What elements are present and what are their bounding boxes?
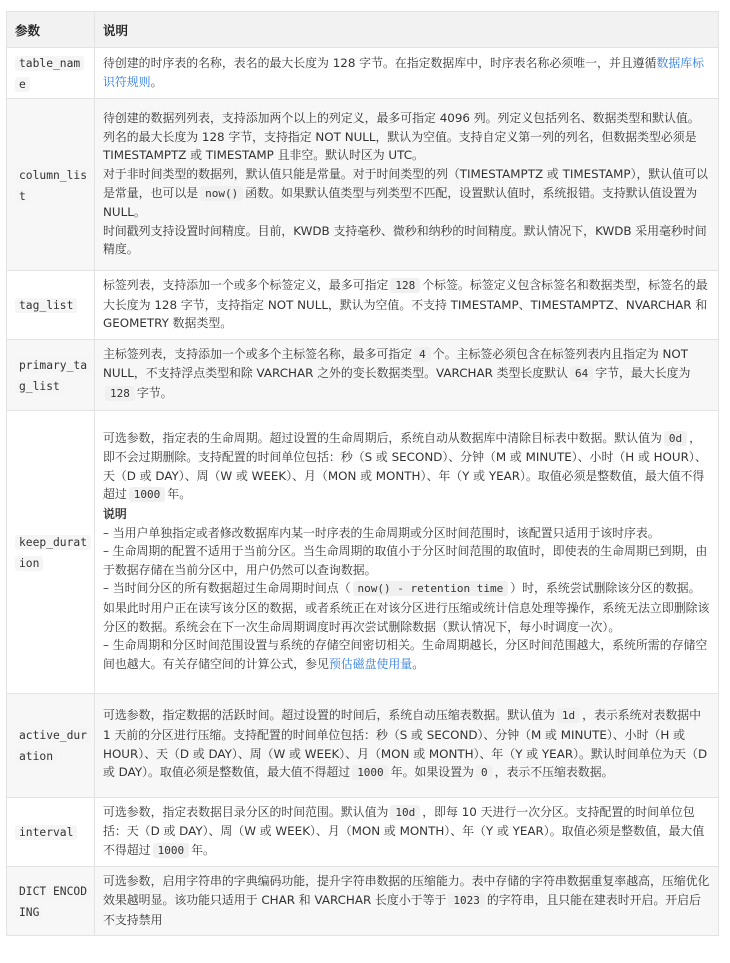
description-text: 字节。 [136,385,173,400]
param-name: column_list [15,168,91,204]
description-text: 。 [150,74,163,89]
param-name-cell [7,99,95,271]
description-text: 主标签列表，支持添加一个或多个主标签名称，最多可指定 [103,346,413,361]
description-paragraph [103,165,710,222]
inline-code: 0d [664,431,687,446]
description-text: ，表示系统对表数据中 1 天前的分区进行压缩。支持配置的时间单位包括：秒（S 或 SECOND）、分钟（M 或 MINUTE）、小时（H 或 HOUR）、天（D 或 DAY）、周（W 或 WEEK）、月（MON 或 MONTH）、年（Y 或 YEAR）。默认时间单位为天（D 或 DAY）。取值必须是整数值，最大值不得超过 [103,708,708,780]
param-name-cell [7,410,95,693]
description-text: ，表示不压缩表数据。 [494,765,614,780]
note-title: 说明 [103,507,127,522]
header-description: 说明 [95,12,719,48]
description-text: 标签列表，支持添加一个或多个标签定义，最多可指定 [103,278,389,292]
description-text: 年。如果设置为 [390,765,474,780]
param-name: primary_tag_list [15,358,91,394]
inline-code: 4 [414,347,431,362]
description-text: 字节，最大长度为 [595,366,691,381]
param-name-cell [7,797,95,867]
param-name-cell [7,339,95,410]
inline-code: 1023 [448,893,485,908]
table-header-row [7,12,719,48]
table-row [7,339,719,410]
param-name-cell [7,48,95,99]
table-row [7,48,719,99]
param-description [95,271,719,340]
description-paragraph [103,429,710,505]
description-text: 可选参数，指定数据的活跃时间。超过设置的时间后，系统自动压缩表数据。默认值为 [103,708,555,723]
param-name-cell [7,867,95,936]
description-text: 可选参数，指定表数据目录分区的时间范围。默认值为 [103,804,389,819]
inline-code: 1000 [129,487,166,502]
param-name: interval [15,825,77,840]
inline-code: 1000 [352,765,389,780]
description-text: 对于非时间类型的数据列，默认值只能是常量。对于时间类型的列（TIMESTAMPTZ 或 TIMESTAMP），默认值可以是常量，也可以是 [103,166,708,200]
description-text: 个标签。标签定义包含标签名和数据类型，标签名的最大长度为 128 字节，支持指定 NOT NULL，默认为空值。不支持 TIMESTAMP、TIMESTAMPTZ、NVARCHAR 和 GEOMETRY 数据类型。 [103,278,708,331]
param-name: tag_list [15,298,77,313]
inline-code: 1000 [153,843,190,858]
description-text: ，即每 10 天进行一次分区。支持配置的时间单位包括：天（D 或 DAY）、周（W 或 WEEK）、月（MON 或 MONTH）、年（Y 或 YEAR）。取值必须是整数值，最大值不得超过 [103,804,705,857]
description-text: 可选参数，指定表的生命周期。超过设置的生命周期后，系统自动从数据库中清除目标表中数据。默认值为 [103,430,662,445]
description-text: ，即不会过期删除。支持配置的时间单位包括：秒（S 或 SECOND）、分钟（M 或 MINUTE）、小时（H 或 HOUR）、天（D 或 DAY）、周（W 或 WEEK）、月（MON 或 MONTH）、年（Y 或 YEAR）。取值必须是整数值，最大值不得超过 [103,430,707,502]
table-row [7,797,719,867]
description-text: 待创建的时序表的名称，表名的最大长度为 128 字节。在指定数据库中，时序表名称必须唯一，并且遵循 [103,55,657,70]
param-name: keep_duration [15,535,91,571]
note-item [103,579,710,636]
param-name-cell [7,693,95,797]
description-paragraph: 列名的最大长度为 128 字节，支持指定 NOT NULL，默认为空值。支持自定义第一列的列名，但数据类型必须是 TIMESTAMPTZ 或 TIMESTAMP 且非空。默认时区为 UTC。 [103,129,697,163]
header-param: 参数 [7,12,95,48]
table-row [7,867,719,936]
description-text: 年。 [167,487,192,502]
note-item [103,636,710,673]
table-row [7,99,719,271]
description-text: – 当时间分区的所有数据超过生命周期时间点（ [103,581,351,596]
param-name: table_name [15,56,84,92]
description-text: 年。 [191,842,215,857]
inline-code: now() - retention time [353,581,509,596]
param-description [95,99,719,271]
description-text: 的字符串，且只能在建表时开启。开启后不支持禁用 [103,892,701,927]
inline-code: now() [200,186,243,201]
table-row [7,410,719,693]
table-row [7,693,719,797]
param-name-cell [7,271,95,340]
description-text: ）时，系统尝试删除该分区的数据。如果此时用户正在读写该分区的数据，或者系统正在对该分区进行压缩或统计信息处理等操作，系统无法立即删除该分区的数据。系统会在下一次生命周期调度时再次尝试删除数据（默认情况下，每小时调度一次）。 [103,581,710,634]
param-description [95,867,719,936]
param-table-container [6,11,718,936]
parameter-table [6,11,719,936]
note-item: – 当用户单独指定或者修改数据库内某一时序表的生命周期或分区时间范围时，该配置只适用于该时序表。 [103,525,660,540]
inline-code: 128 [390,278,420,293]
inline-code: 0 [476,765,493,780]
param-description [95,48,719,99]
param-description [95,693,719,797]
inline-code: 10d [390,805,420,820]
description-text: 函数。如果默认值类型与列类型不匹配，设置默认值时，系统报错。支持默认值设置为 NULL。 [103,185,698,220]
param-name: active_duration [15,728,91,764]
description-text: 个。主标签必须包含在标签列表内且指定为 NOT NULL，不支持浮点类型和除 VARCHAR 之外的变长数据类型。VARCHAR 类型长度默认 [103,346,689,381]
description-text: – 生命周期和分区时间范围设置与系统的存储空间密切相关。生命周期越长，分区时间范围越大，系统所需的存储空间也越大。有关存储空间的计算公式，参见 [103,638,708,671]
note-item: – 生命周期的配置不适用于当前分区。当生命周期的取值小于分区时间范围的取值时，即使表的生命周期已到期，由于数据存储在当前分区中，用户仍然可以查询数据。 [103,544,708,577]
disk-usage-link[interactable]: 预估磁盘使用量 [328,656,413,671]
inline-code: 64 [570,366,593,381]
identifier-rules-link[interactable]: 数据库标识符规则 [103,55,705,89]
param-description [95,797,719,867]
inline-code: 1d [557,708,580,723]
param-description [95,339,719,410]
description-text: 可选参数，启用字符串的字典编码功能，提升字符串数据的压缩能力。表中存储的字符串数据重复率越高，压缩优化效果越明显。该功能只适用于 CHAR 和 VARCHAR 长度小于等于 [103,874,710,907]
description-paragraph: 待创建的数据列列表，支持添加两个以上的列定义，最多可指定 4096 列。列定义包括列名、数据类型和默认值。 [103,111,700,126]
param-name: DICT ENCODING [15,884,91,920]
description-paragraph: 时间戳列支持设置时间精度。目前，KWDB 支持毫秒、微秒和纳秒的时间精度。默认情况下，KWDB 采用毫秒时间精度。 [103,223,707,257]
param-description [95,410,719,693]
description-text: 。 [412,656,425,671]
inline-code: 128 [105,386,135,401]
table-row [7,271,719,340]
